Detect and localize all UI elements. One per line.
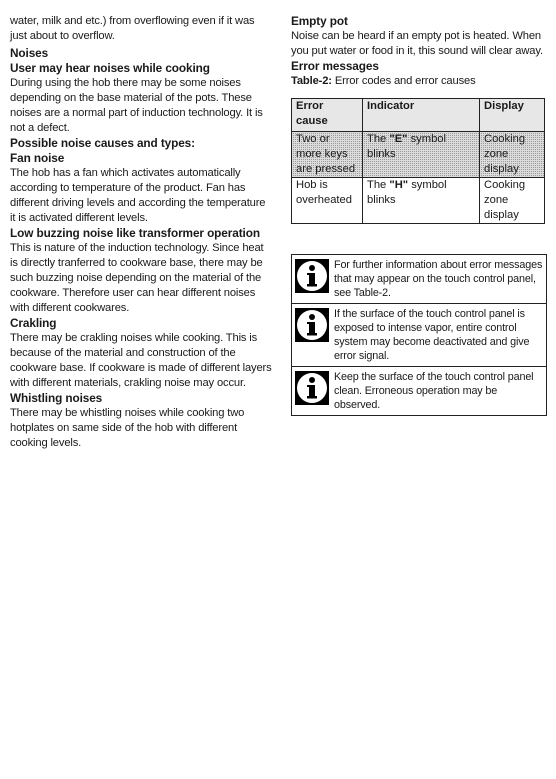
crack-heading: Crakling [10, 316, 57, 330]
info-note [292, 303, 546, 366]
info-note-text: If the surface of the touch control panel is exposed to intense vapor, entire control system may become deactivated and give error signal. [334, 308, 530, 362]
header-indicator: Indicator [363, 99, 480, 132]
info-note-text: For further information about error messages that may appear on the touch control panel, see Table-2. [334, 259, 543, 299]
info-icon [292, 255, 332, 303]
info-notes-box [291, 254, 547, 416]
whistle-heading: Whistling noises [10, 391, 103, 405]
error-codes-table [291, 98, 545, 224]
noise-text: During using the hob there may be some noises depending on the base material of the pots. These noises are a normal part of induction technology. It is not a defect. [10, 77, 263, 134]
info-note [292, 366, 546, 415]
noises-heading: Noises [10, 46, 49, 60]
info-icon [292, 304, 332, 366]
cell-display: Cooking zone display [480, 132, 545, 178]
cell-indicator [363, 178, 480, 224]
indicator-suffix: symbol blinks [367, 179, 447, 206]
table-caption-text: Error codes and error causes [334, 75, 476, 87]
left-column [10, 14, 272, 451]
indicator-prefix: The [367, 179, 390, 191]
table-row [292, 132, 545, 178]
header-display: Display [480, 99, 545, 132]
indicator-prefix: The [367, 133, 390, 145]
buzz-heading: Low buzzing noise like transformer operation [10, 226, 260, 240]
error-messages-heading: Error messages [291, 59, 379, 73]
header-error-cause: Error cause [292, 99, 363, 132]
cell-cause: Hob is overheated [292, 178, 363, 224]
indicator-suffix: symbol blinks [367, 133, 447, 160]
right-column [291, 14, 547, 416]
cell-indicator [363, 132, 480, 178]
table-caption [291, 74, 547, 89]
fan-heading: Fan noise [10, 151, 65, 165]
table-row [292, 178, 545, 224]
crack-text: There may be crakling noises while cooking. This is because of the material and construction of the cookware base. If cookware is made of different layers with different materials, crakling noise may occur. [10, 332, 272, 389]
empty-pot-text: Noise can be heard if an empty pot is heated. When you put water or food in it, this sound will clear away. [291, 30, 543, 57]
indicator-symbol: "H" [389, 179, 409, 191]
causes-heading: Possible noise causes and types: [10, 136, 195, 150]
intro-text: water, milk and etc.) from overflowing even if it was just about to overflow. [10, 15, 255, 42]
info-note-text: Keep the surface of the touch control panel clean. Erroneous operation may be observed. [334, 371, 534, 411]
table-caption-label: Table-2: [291, 75, 332, 87]
fan-text: The hob has a fan which activates automatically according to temperature of the product. Fan has different driving levels and according the temperature it is activated different levels. [10, 167, 266, 224]
indicator-symbol: "E" [389, 133, 408, 145]
empty-pot-heading: Empty pot [291, 14, 348, 28]
table-header-row [292, 99, 545, 132]
whistle-text: There may be whistling noises while cooking two hotplates on same side of the hob with different cooking levels. [10, 407, 245, 449]
cell-cause: Two or more keys are pressed [292, 132, 363, 178]
cell-display: Cooking zone display [480, 178, 545, 224]
info-icon [292, 367, 332, 415]
noise-subheading: User may hear noises while cooking [10, 61, 210, 75]
info-note [292, 255, 546, 303]
buzz-text: This is nature of the induction technology. Since heat is directly tranferred to cookware base, there may be such buzzing noise depending on the material of the cookware. Therefore user can hear different noises with different cookwares. [10, 242, 264, 314]
